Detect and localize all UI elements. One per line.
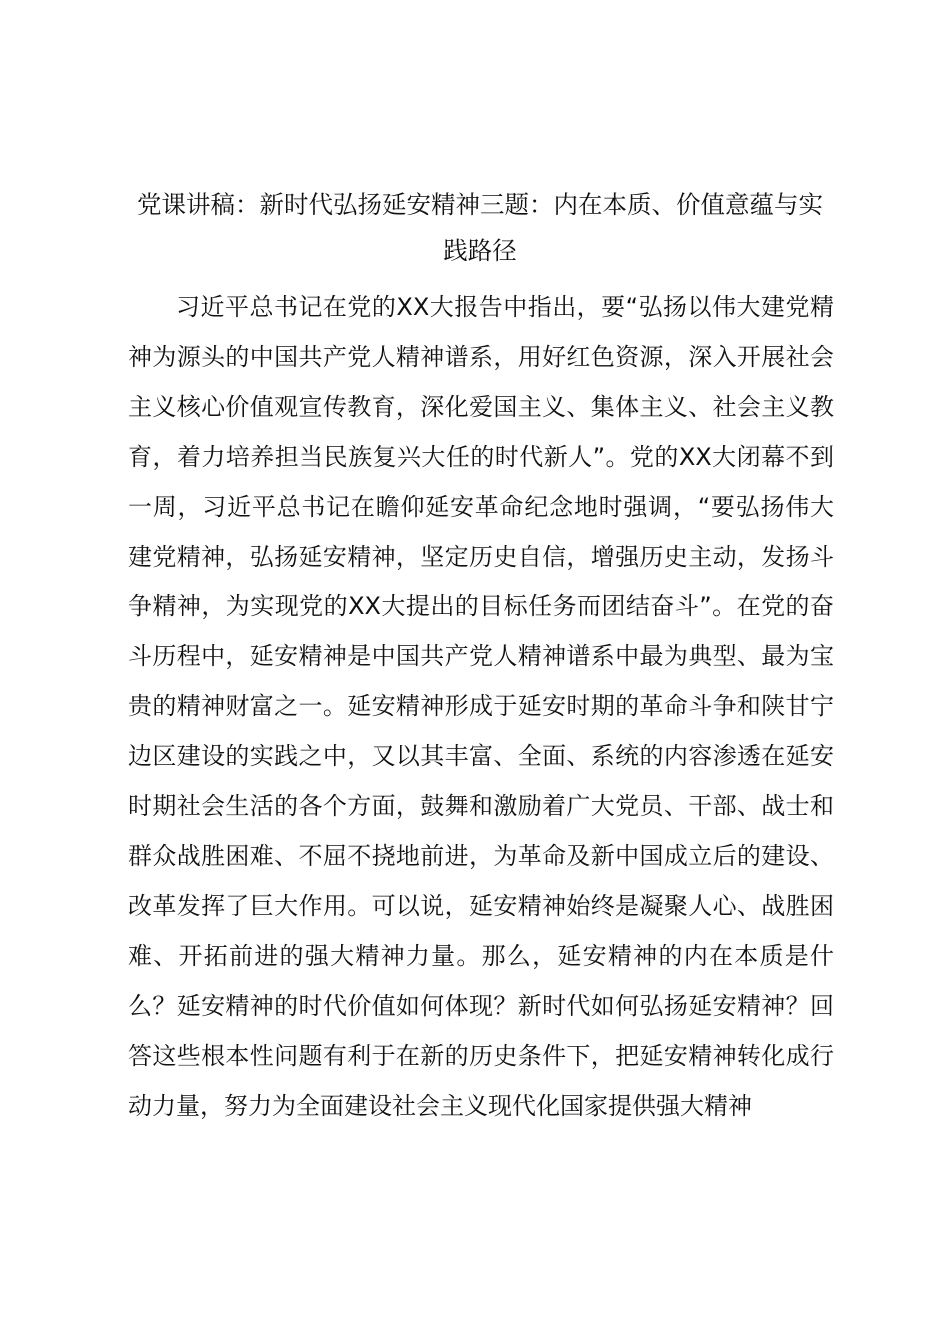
document-title: 党课讲稿：新时代弘扬延安精神三题：内在本质、价值意蕴与实践路径 — [137, 190, 823, 265]
body-paragraph: 习近平总书记在党的XX大报告中指出，要“弘扬以伟大建党精神为源头的中国共产党人精神谱系，用好红色资源，深入开展社会主义核心价值观宣传教育，深化爱国主义、集体主义、社会主义教育，着力培养担当民族复兴大任的时代新人”。党的XX大闭幕不到一周，习近平总书记在瞻仰延安革命纪念地时强调，“要弘扬伟大建党精神，弘扬延安精神，坚定历史自信，增强历史主动，发扬斗争精神，为实现党的XX大提出的目标任务而团结奋斗”。在党的奋斗历程中，延安精神是中国共产党人精神谱系中最为典型、最为宝贵的精神财富之一。延安精神形成于延安时期的革命斗争和陕甘宁边区建设的实践之中，又以其丰富、全面、系统的内容渗透在延安时期社会生活的各个方面，鼓舞和激励着广大党员、干部、战士和群众战胜困难、不屈不挠地前进，为革命及新中国成立后的建设、改革发挥了巨大作用。可以说，延安精神始终是凝聚人心、战胜困难、开拓前进的强大精神力量。那么，延安精神的内在本质是什么？延安精神的时代价值如何体现？新时代如何弘扬延安精神？回答这些根本性问题有利于在新的历史条件下，把延安精神转化成行动力量，努力为全面建设社会主义现代化国家提供强大精神 — [128, 293, 834, 1120]
